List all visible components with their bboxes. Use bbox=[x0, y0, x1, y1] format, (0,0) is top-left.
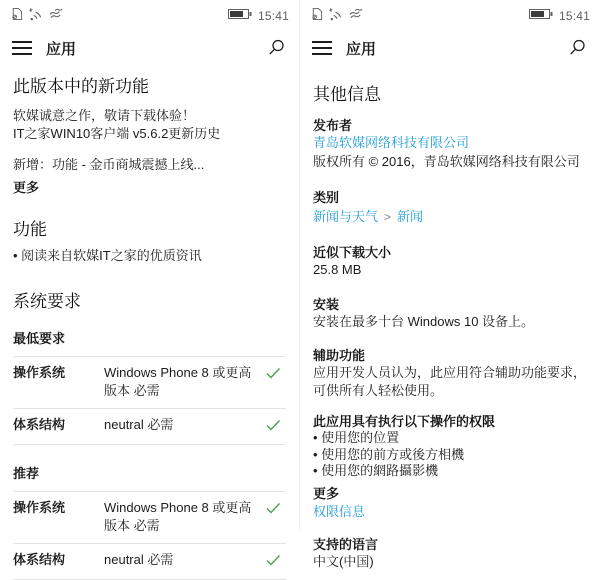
permissions-list bbox=[313, 430, 587, 480]
battery-icon bbox=[228, 7, 252, 25]
clock-time: 15:41 bbox=[558, 9, 590, 23]
req-value: neutral 必需 bbox=[104, 416, 174, 432]
clock-time: 15:41 bbox=[257, 9, 289, 23]
features-heading: 功能 bbox=[13, 220, 47, 239]
permissions-label: 此应用具有执行以下操作的权限 bbox=[313, 414, 496, 429]
list-item: • 使用您的位置 bbox=[313, 430, 587, 447]
table-row bbox=[13, 543, 286, 579]
recommended-label: 推荐 bbox=[13, 465, 40, 481]
recommended-requirements-table bbox=[13, 491, 286, 580]
status-icons bbox=[310, 7, 363, 26]
more-button[interactable]: 更多 bbox=[13, 180, 40, 195]
battery-icon bbox=[529, 7, 553, 25]
publisher-link[interactable]: 青岛软媒网络科技有限公司 bbox=[313, 135, 470, 150]
check-icon bbox=[266, 499, 286, 535]
category-breadcrumb bbox=[313, 208, 587, 226]
req-name: 操作系统 bbox=[13, 364, 66, 380]
breadcrumb-separator: > bbox=[384, 210, 392, 224]
features-list bbox=[13, 248, 286, 265]
whats-new-heading: 此版本中的新功能 bbox=[13, 77, 149, 96]
minimum-requirements-table bbox=[13, 356, 286, 445]
status-icons bbox=[10, 7, 63, 26]
table-row bbox=[13, 491, 286, 543]
req-value: neutral 必需 bbox=[104, 551, 174, 567]
req-value: Windows Phone 8 或更高版本 必需 bbox=[104, 499, 252, 533]
hamburger-icon[interactable] bbox=[312, 41, 332, 55]
install-label: 安装 bbox=[313, 297, 340, 312]
check-icon bbox=[266, 364, 286, 400]
table-row bbox=[13, 408, 286, 444]
status-right bbox=[529, 7, 590, 25]
permission-info-link[interactable]: 权限信息 bbox=[313, 503, 366, 519]
more-label: 更多 bbox=[313, 485, 340, 501]
whats-new-line: IT之家WIN10客户端 v5.6.2更新历史 bbox=[13, 126, 221, 141]
right-content bbox=[300, 84, 600, 571]
table-row bbox=[13, 356, 286, 408]
app-bar bbox=[300, 32, 600, 64]
list-item: • 使用您的網路攝影機 bbox=[313, 463, 587, 480]
sim-icon bbox=[10, 7, 23, 26]
req-name: 体系结构 bbox=[13, 416, 66, 432]
cellular-signal-icon bbox=[328, 7, 343, 26]
check-icon bbox=[266, 416, 286, 436]
status-bar bbox=[300, 0, 600, 26]
languages-value: 中文(中国) bbox=[313, 553, 374, 569]
system-requirements-heading: 系统要求 bbox=[13, 291, 81, 311]
right-screen[interactable] bbox=[300, 0, 600, 569]
download-size-value: 25.8 MB bbox=[313, 262, 362, 277]
category-label: 类别 bbox=[313, 190, 340, 205]
left-screen[interactable] bbox=[0, 0, 300, 567]
search-icon[interactable] bbox=[566, 37, 588, 59]
download-size-label: 近似下载大小 bbox=[313, 245, 392, 260]
copyright-text: 版权所有 © 2016，青岛软媒网络科技有限公司 bbox=[313, 154, 580, 169]
whats-new-line: 新增：功能 - 金币商城震撼上线... bbox=[13, 157, 205, 172]
left-content bbox=[0, 76, 299, 580]
publisher-label: 发布者 bbox=[313, 118, 353, 133]
data-waves-icon bbox=[48, 7, 63, 25]
req-name: 操作系统 bbox=[13, 499, 66, 515]
search-icon[interactable] bbox=[265, 37, 287, 59]
cellular-signal-icon bbox=[28, 7, 43, 26]
req-value: Windows Phone 8 或更高版本 必需 bbox=[104, 364, 252, 398]
other-info-heading: 其他信息 bbox=[313, 85, 381, 104]
category-link[interactable]: 新闻与天气 bbox=[313, 209, 379, 224]
hamburger-icon[interactable] bbox=[12, 41, 32, 55]
category-link[interactable]: 新闻 bbox=[397, 209, 424, 224]
app-bar bbox=[0, 32, 299, 64]
install-value: 安装在最多十台 Windows 10 设备上。 bbox=[313, 314, 535, 329]
minimum-requirements-label: 最低要求 bbox=[13, 330, 66, 346]
req-name: 体系结构 bbox=[13, 551, 66, 567]
accessibility-label: 辅助功能 bbox=[313, 348, 366, 363]
page-title: 应用 bbox=[46, 40, 77, 58]
status-right bbox=[228, 7, 289, 25]
page-title: 应用 bbox=[346, 40, 377, 58]
data-waves-icon bbox=[348, 7, 363, 25]
whats-new-line: 软媒诚意之作，敬请下载体验！ bbox=[13, 108, 196, 123]
status-bar bbox=[0, 0, 299, 26]
list-item: • 阅读来自软媒IT之家的优质资讯 bbox=[13, 248, 286, 265]
accessibility-value: 应用开发人员认为，此应用符合辅助功能要求，可供所有人轻松使用。 bbox=[313, 365, 587, 398]
sim-icon bbox=[310, 7, 323, 26]
check-icon bbox=[266, 551, 286, 571]
list-item: • 使用您的前方或後方相機 bbox=[313, 447, 587, 464]
languages-label: 支持的语言 bbox=[313, 536, 379, 552]
